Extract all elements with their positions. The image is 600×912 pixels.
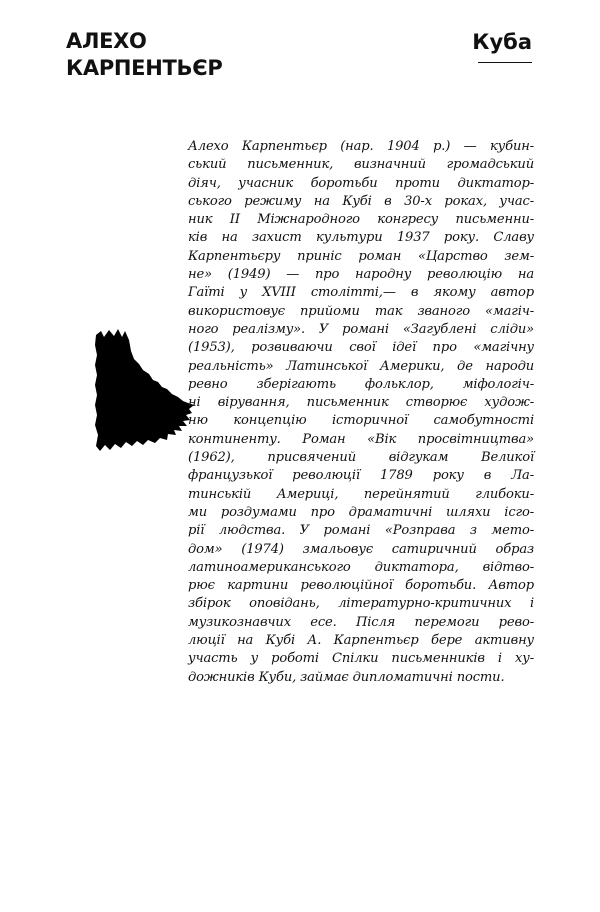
biography-line: ні вірування, письменник створює худож- xyxy=(188,395,534,411)
biography-text xyxy=(188,138,534,687)
biography-line: дожників Куби, займає дипломатичні пости. xyxy=(188,669,505,685)
ink-blot xyxy=(95,325,195,460)
biography-line: ник II Міжнародного конгресу письменни- xyxy=(188,212,534,228)
biography-line: ного реалізму». У романі «Загублені сліди» xyxy=(188,321,534,337)
biography-line: Карпентьєру приніс роман «Царство зем- xyxy=(188,248,534,264)
biography-line: французької революції 1789 року в Ла- xyxy=(188,468,534,484)
biography-line: Алехо Карпентьєр (нар. 1904 р.) — кубин- xyxy=(188,139,534,154)
biography-line: ський письменник, визначний громадський xyxy=(188,157,534,173)
biography-line: реальність» Латинської Америки, де народи xyxy=(188,358,534,374)
biography-line: діяч, учасник боротьби проти диктатор- xyxy=(188,175,534,191)
author-name-line-1: АЛЕХО xyxy=(66,29,147,53)
biography-line: збірок оповідань, літературно-критичних і xyxy=(188,596,534,612)
biography-line: дом» (1974) змальовує сатиричний образ xyxy=(188,541,534,557)
biography-line: рює картини революційної боротьби. Автор xyxy=(188,578,534,594)
biography-line: рії людства. У романі «Розправа з мето- xyxy=(188,523,534,539)
biography-line: музикознавчих есе. Після перемоги рево- xyxy=(188,614,534,630)
biography-line: люції на Кубі А. Карпентьєр бере активну xyxy=(188,633,534,649)
biography-line: участь у роботі Спілки письменників і ху- xyxy=(188,651,534,667)
biography-line: ми роздумами про драматичні шляхи ісго- xyxy=(188,504,534,520)
author-name xyxy=(66,28,222,82)
country-label: Куба xyxy=(472,30,532,54)
biography-line: ського режиму на Кубі в 30-х роках, учас- xyxy=(188,193,534,209)
biography-line: (1953), розвиваючи свої ідеї про «магічну xyxy=(188,340,534,356)
biography-line: ків на захист культури 1937 року. Славу xyxy=(188,230,534,246)
biography-line: Гаїті у XVIII столітті,— в якому автор xyxy=(188,285,534,301)
biography-line: континенту. Роман «Вік просвітництва» xyxy=(188,431,534,447)
author-name-line-2: КАРПЕНТЬЄР xyxy=(66,56,223,80)
biography-line: використовує прийоми так званого «магіч- xyxy=(188,303,534,319)
country-underline xyxy=(478,62,532,63)
biography-line: тинській Америці, перейнятий глибоки- xyxy=(188,486,534,502)
biography-line: ревно зберігають фольклор, міфологіч- xyxy=(188,376,534,392)
biography-line: не» (1949) — про народну революцію на xyxy=(188,267,534,283)
biography-line: ню концепцію історичної самобутності xyxy=(188,413,534,429)
biography-line: (1962), присвячений відгукам Великої xyxy=(188,450,534,466)
ink-blot-shape xyxy=(95,329,194,451)
biography-line: латиноамериканського диктатора, відтво- xyxy=(188,559,534,575)
